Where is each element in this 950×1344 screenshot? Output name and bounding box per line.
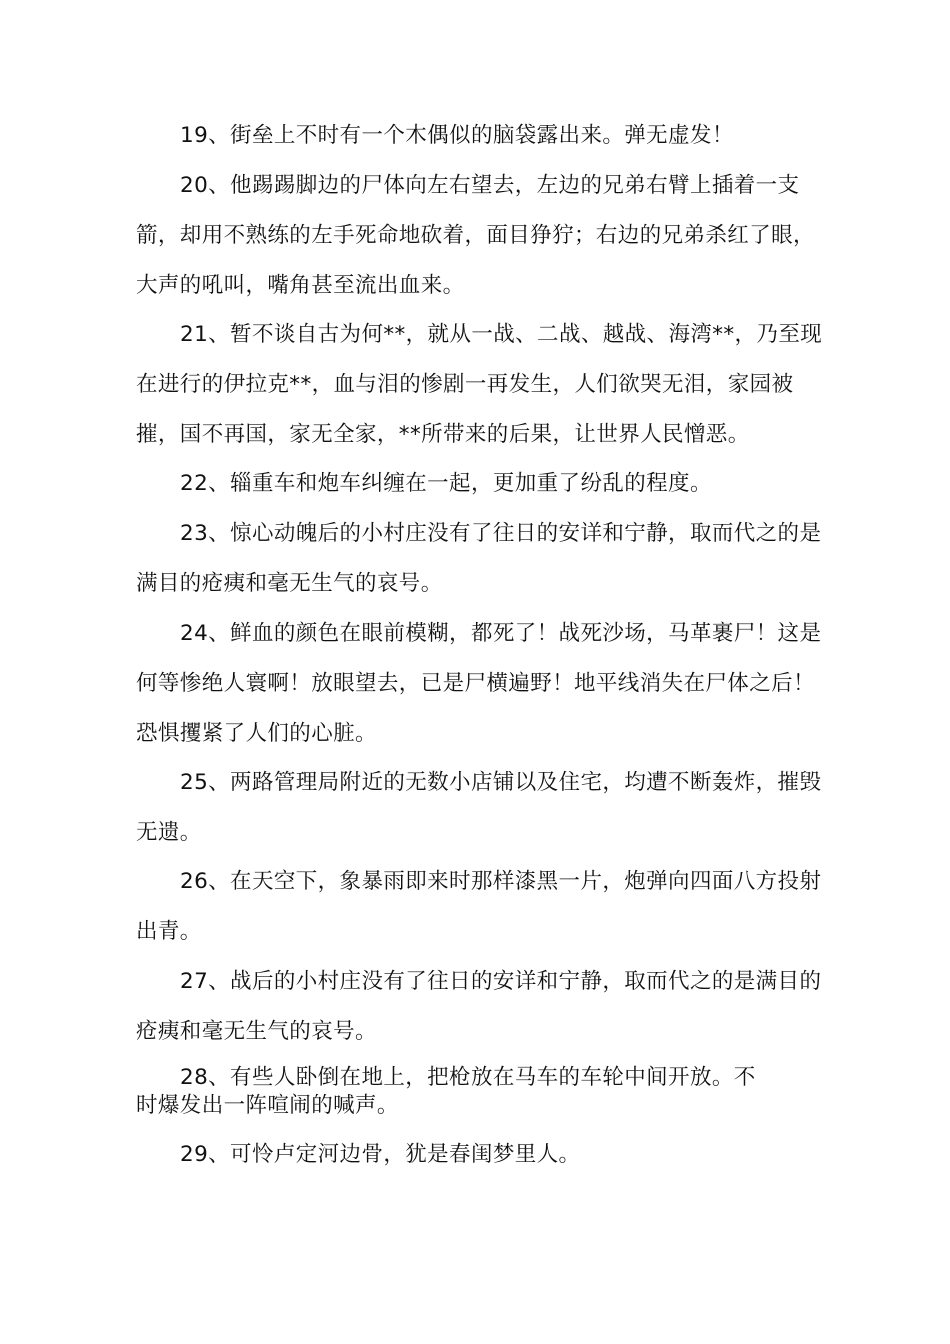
paragraph-22: 22、辎重车和炮车纠缠在一起，更加重了纷乱的程度。 [180,471,712,496]
paragraph-19: 19、街垒上不时有一个木偶似的脑袋露出来。弹无虚发！ [180,123,734,148]
paragraph-21: 21、暂不谈自古为何**，就从一战、二战、越战、海湾**，乃至现在进行的伊拉克**，血与泪的惨剧一再发生，人们欲哭无泪，家园被摧，国不再国，家无全家，**所带来的后果，让世界人民憎恶。 [136,322,823,447]
paragraph-29: 29、可怜卢定河边骨，犹是春闺梦里人。 [180,1142,581,1167]
paragraph-20: 20、他踢踢脚边的尸体向左右望去，左边的兄弟右臂上插着一支箭，却用不熟练的左手死命地砍着，面目狰狞；右边的兄弟杀红了眼，大声的吼叫，嘴角甚至流出血来。 [136,173,815,298]
paragraph-24: 24、鲜血的颜色在眼前模糊，都死了！战死沙场，马革裹尸！这是何等惨绝人寰啊！放眼望去，已是尸横遍野！地平线消失在尸体之后！恐惧攫紧了人们的心脏。 [136,621,822,746]
paragraph-25: 25、两路管理局附近的无数小店铺以及住宅，均遭不断轰炸，摧毁无遗。 [136,770,822,845]
paragraph-26: 26、在天空下，象暴雨即来时那样漆黑一片，炮弹向四面八方投射出青。 [136,869,822,944]
paragraph-27: 27、战后的小村庄没有了往日的安详和宁静，取而代之的是满目的疮痍和毫无生气的哀号。 [136,969,822,1044]
paragraph-23: 23、惊心动魄后的小村庄没有了往日的安详和宁静，取而代之的是满目的疮痍和毫无生气的哀号。 [136,521,822,596]
paragraph-28: 28、有些人卧倒在地上，把枪放在马车的车轮中间开放。不时爆发出一阵喧闹的喊声。 [136,1065,756,1118]
